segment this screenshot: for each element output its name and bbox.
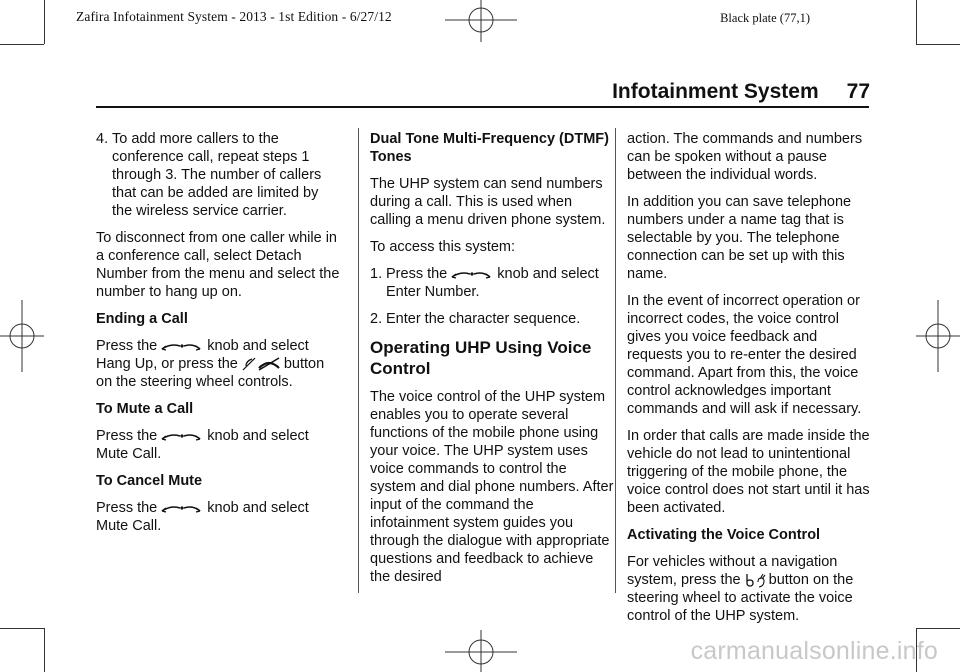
menu-knob-icon — [160, 340, 204, 352]
heading-activating-voice: Activating the Voice Control — [627, 527, 821, 543]
registration-mark-right — [916, 300, 960, 372]
text: Press the — [386, 266, 448, 282]
heading-mute-call: To Mute a Call — [96, 401, 194, 417]
list-number: 1. — [370, 266, 383, 282]
running-head: Zafira Infotainment System - 2013 - 1st Edition - 6/27/12 — [76, 9, 392, 24]
paragraph: In addition you can save telephone numbers under a name tag that is selectable by you. The telephone connection can be set up with this name. — [627, 194, 852, 282]
paragraph: To disconnect from one caller while in a conference call, select Detach Number from the menu and select the number to hang up on. — [96, 230, 340, 300]
column-divider — [358, 128, 359, 593]
registration-mark-top — [445, 0, 517, 48]
voice-button-icon — [744, 572, 766, 588]
heading-ending-call: Ending a Call — [96, 311, 188, 327]
watermark-text: carmanualsonline.info — [690, 637, 938, 665]
text: knob and select Hang Up, or press the — [96, 338, 309, 372]
paragraph — [96, 337, 340, 391]
crop-mark — [44, 0, 45, 44]
paragraph: In order that calls are made inside the vehicle do not lead to unintentional triggering of the mobile phone, the voice control does not start until it has been activated. — [627, 428, 870, 516]
list-item — [370, 265, 614, 301]
paragraph — [96, 427, 340, 463]
heading-voice-control: Operating UHP Using Voice Control — [370, 338, 592, 378]
text: button on the steering wheel to activate the voice control of the UHP system. — [627, 572, 854, 624]
heading-dtmf: Dual Tone Multi-Frequency (DTMF) Tones — [370, 131, 609, 165]
title-rule — [96, 106, 869, 108]
menu-knob-icon — [160, 502, 204, 514]
text: knob and select Mute Call. — [96, 500, 309, 534]
text: Press the — [96, 338, 158, 354]
text: knob and select Enter Number. — [386, 266, 599, 300]
registration-mark-left — [0, 300, 44, 372]
text: Press the — [96, 500, 158, 516]
list-item — [96, 130, 340, 220]
paragraph: To access this system: — [370, 239, 516, 255]
registration-mark-bottom — [445, 630, 517, 672]
crop-mark — [44, 628, 45, 672]
text: For vehicles without a navigation system, press the — [627, 554, 838, 588]
list-number: 4. — [96, 131, 109, 147]
heading-cancel-mute: To Cancel Mute — [96, 473, 203, 489]
list-text: To add more callers to the conference call, repeat steps 1 through 3. The number of callers that can be added are limited by the wireless service carrier. — [112, 131, 322, 219]
column-divider — [615, 128, 616, 593]
plate-label: Black plate (77,1) — [720, 11, 810, 25]
page-number: 77 — [846, 80, 870, 103]
section-title-text: Infotainment System — [612, 80, 819, 103]
paragraph: The voice control of the UHP system enables you to operate several functions of the mobile phone using your voice. The UHP system uses voice commands to control the system and dial phone numbers. After input of the command the infotainment system guides you through the dialogue with appropriate questions and feedback to achieve the desired — [370, 389, 614, 585]
paragraph — [96, 499, 340, 535]
column-1 — [96, 130, 340, 544]
menu-knob-icon — [160, 430, 204, 442]
text: knob and select Mute Call. — [96, 428, 309, 462]
paragraph: The UHP system can send numbers during a call. This is used when calling a menu driven phone system. — [370, 176, 606, 228]
crop-mark — [916, 44, 960, 45]
section-title — [612, 80, 870, 104]
menu-knob-icon — [450, 268, 494, 280]
text: Press the — [96, 428, 158, 444]
crop-mark — [916, 0, 917, 44]
list-text — [386, 265, 614, 301]
hang-up-icon — [241, 356, 281, 372]
column-3 — [627, 130, 871, 634]
list-item — [370, 310, 614, 328]
paragraph: action. The commands and numbers can be spoken without a pause between the individual words. — [627, 131, 863, 183]
list-text: Enter the character sequence. — [386, 311, 581, 327]
list-number: 2. — [370, 311, 383, 327]
paragraph: In the event of incorrect operation or incorrect codes, the voice control gives you voice feedback and requests you to re-enter the desired command. Apart from this, the voice control acknowledges important commands and will ask if necessary. — [627, 293, 862, 417]
crop-mark — [916, 628, 960, 629]
column-2 — [370, 130, 614, 595]
text: button on the steering wheel controls. — [96, 356, 325, 390]
crop-mark — [0, 44, 44, 45]
crop-mark — [0, 628, 44, 629]
paragraph — [627, 553, 871, 625]
